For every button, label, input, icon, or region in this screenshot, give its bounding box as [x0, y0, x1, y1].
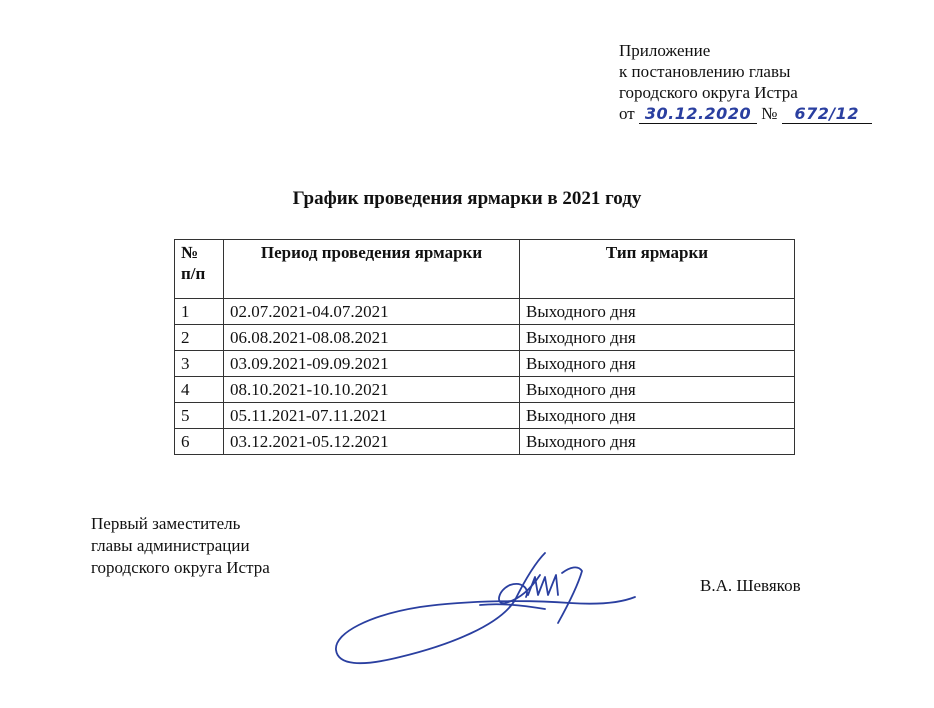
- row-type: Выходного дня: [520, 403, 795, 429]
- table-row: [175, 351, 795, 377]
- header-number-line-2: п/п: [181, 264, 206, 283]
- row-number: 6: [175, 429, 224, 455]
- number-prefix: №: [761, 104, 778, 123]
- appendix-date-line: [619, 103, 872, 124]
- date-prefix: от: [619, 104, 635, 123]
- appendix-block: [619, 40, 872, 124]
- row-period: 02.07.2021-04.07.2021: [224, 299, 520, 325]
- appendix-line-3: городского округа Истра: [619, 83, 798, 102]
- table-row: [175, 429, 795, 455]
- row-type: Выходного дня: [520, 351, 795, 377]
- table-row: [175, 299, 795, 325]
- row-type: Выходного дня: [520, 377, 795, 403]
- date-handwritten: 30.12.2020: [644, 104, 752, 123]
- appendix-line-1: Приложение: [619, 41, 711, 60]
- table-row: [175, 377, 795, 403]
- row-type: Выходного дня: [520, 429, 795, 455]
- header-period: Период проведения ярмарки: [224, 240, 520, 299]
- row-number: 3: [175, 351, 224, 377]
- header-number: [175, 240, 224, 299]
- signer-name: В.А. Шевяков: [700, 576, 801, 595]
- signatory-line-1: Первый заместитель: [91, 514, 241, 533]
- table-header-row: [175, 240, 795, 299]
- row-period: 03.09.2021-09.09.2021: [224, 351, 520, 377]
- row-period: 08.10.2021-10.10.2021: [224, 377, 520, 403]
- row-type: Выходного дня: [520, 299, 795, 325]
- signatory-line-3: городского округа Истра: [91, 558, 270, 577]
- schedule-table: [174, 239, 795, 455]
- handwritten-signature-icon: [330, 545, 650, 695]
- number-field: [782, 105, 872, 124]
- appendix-line-2: к постановлению главы: [619, 62, 791, 81]
- signatory-line-2: главы администрации: [91, 536, 250, 555]
- row-number: 1: [175, 299, 224, 325]
- header-number-line-1: №: [181, 243, 199, 262]
- document-title: График проведения ярмарки в 2021 году: [292, 188, 642, 209]
- row-period: 03.12.2021-05.12.2021: [224, 429, 520, 455]
- table-row: [175, 325, 795, 351]
- signatory-title: [91, 513, 270, 579]
- row-period: 05.11.2021-07.11.2021: [224, 403, 520, 429]
- header-type: Тип ярмарки: [520, 240, 795, 299]
- row-period: 06.08.2021-08.08.2021: [224, 325, 520, 351]
- row-number: 2: [175, 325, 224, 351]
- row-number: 4: [175, 377, 224, 403]
- date-field: [639, 105, 757, 124]
- row-type: Выходного дня: [520, 325, 795, 351]
- number-handwritten: 672/12: [794, 104, 859, 123]
- row-number: 5: [175, 403, 224, 429]
- table-row: [175, 403, 795, 429]
